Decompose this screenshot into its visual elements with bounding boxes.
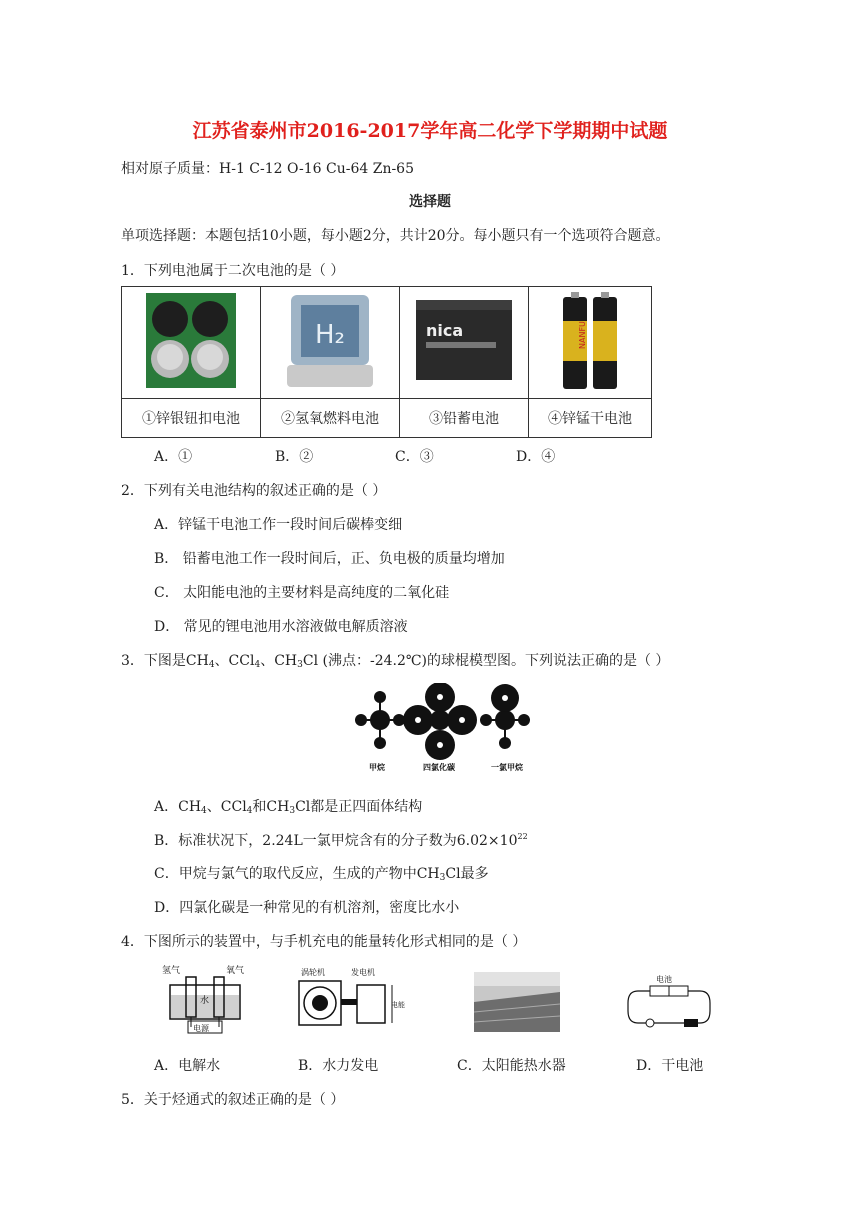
lead-acid-battery-icon: [414, 298, 514, 383]
solar-heater-figure: [474, 972, 560, 1032]
q1-option-b: B．②: [275, 449, 314, 465]
q4-option-d: D．干电池: [636, 1058, 704, 1074]
button-battery-icon: [146, 293, 236, 388]
svg-text:水: 水: [200, 996, 210, 1006]
svg-text:NANFU: NANFU: [578, 320, 587, 349]
instructions: 单项选择题：本题包括10小题，每小题2分，共计20分。每小题只有一个选项符合题意。: [121, 228, 670, 244]
q3-option-b: B．标准状况下，2.24L一氯甲烷含有的分子数为$6.02\times 10^{22}$: [154, 832, 528, 849]
electrolysis-figure: [160, 963, 252, 1035]
hydro-power-figure: [297, 965, 409, 1037]
methane-model: [355, 691, 405, 749]
q4-option-c: C．太阳能热水器: [457, 1058, 566, 1074]
caption-dry-cell: ④锌锰干电池: [529, 399, 652, 438]
lead-acid-image: [400, 287, 529, 399]
fuel-cell-image: [261, 287, 400, 399]
carbon-tetrachloride-model: [403, 683, 477, 760]
battery-table: [121, 286, 652, 438]
caption-button-cell: ①锌银钮扣电池: [122, 399, 261, 438]
section-heading: 选择题: [409, 194, 451, 210]
q4-option-a: A．电解水: [154, 1058, 221, 1074]
svg-text:氢气: 氢气: [162, 966, 181, 976]
q2-option-a: A．锌锰干电池工作一段时间后碳棒变细: [154, 517, 403, 533]
chloromethane-model: [480, 684, 530, 749]
label-ch3cl: 一氯甲烷: [491, 762, 523, 772]
document-title: 江苏省泰州市2016-2017学年高二化学下学期期中试题: [192, 120, 668, 142]
label-ccl4: 四氯化碳: [423, 762, 455, 772]
caption-lead-acid: ③铅蓄电池: [400, 399, 529, 438]
label-methane: 甲烷: [369, 762, 385, 772]
q4-option-b: B．水力发电: [298, 1058, 379, 1074]
q5-stem: 5．关于烃通式的叙述正确的是（ ）: [121, 1092, 345, 1108]
q1-option-a: A．①: [154, 449, 193, 465]
atomic-masses: 相对原子质量：H-1 C-12 O-16 Cu-64 Zn-65: [121, 161, 415, 177]
q3-option-c: C．甲烷与氯气的取代反应，生成的产物中$CH_3Cl$最多: [154, 866, 489, 883]
svg-text:nica: nica: [426, 321, 464, 340]
svg-text:电能: 电能: [391, 1001, 405, 1009]
svg-text:氧气: 氧气: [226, 966, 245, 976]
svg-text:电源: 电源: [193, 1024, 209, 1033]
dry-battery-circuit-figure: [626, 973, 712, 1031]
svg-text:电池: 电池: [656, 975, 672, 984]
q2-option-d: D． 常见的锂电池用水溶液做电解质溶液: [154, 619, 408, 635]
fuel-cell-icon: [285, 291, 375, 391]
q1-option-d: D．④: [516, 449, 556, 465]
svg-text:H₂: H₂: [315, 319, 345, 350]
ball-stick-models: [352, 683, 534, 773]
q3-stem: 3．下图是$CH_4$、CCl$_4$、$CH_3Cl$ (沸点：-24.2℃)的球棍模型图。下列说法正确的是（ ）: [121, 653, 670, 670]
svg-text:发电机: 发电机: [351, 968, 375, 977]
q1-stem: 1．下列电池属于二次电池的是（ ）: [121, 263, 345, 279]
q2-option-c: C． 太阳能电池的主要材料是高纯度的二氧化硅: [154, 585, 450, 601]
q3-option-d: D．四氯化碳是一种常见的有机溶剂，密度比水小: [154, 900, 460, 916]
svg-text:涡轮机: 涡轮机: [301, 968, 325, 977]
dry-cell-battery-icon: [560, 291, 620, 391]
button-cell-image: [122, 287, 261, 399]
q2-stem: 2．下列有关电池结构的叙述正确的是（ ）: [121, 483, 387, 499]
caption-fuel-cell: ②氢氧燃料电池: [261, 399, 400, 438]
q4-stem: 4．下图所示的装置中，与手机充电的能量转化形式相同的是（ ）: [121, 934, 527, 950]
q3-option-a: A．$CH_4$、CCl$_4$和$CH_3Cl$都是正四面体结构: [154, 799, 423, 816]
dry-cell-image: [529, 287, 652, 399]
q1-option-c: C．③: [395, 449, 434, 465]
q2-option-b: B． 铅蓄电池工作一段时间后，正、负电极的质量均增加: [154, 551, 505, 567]
